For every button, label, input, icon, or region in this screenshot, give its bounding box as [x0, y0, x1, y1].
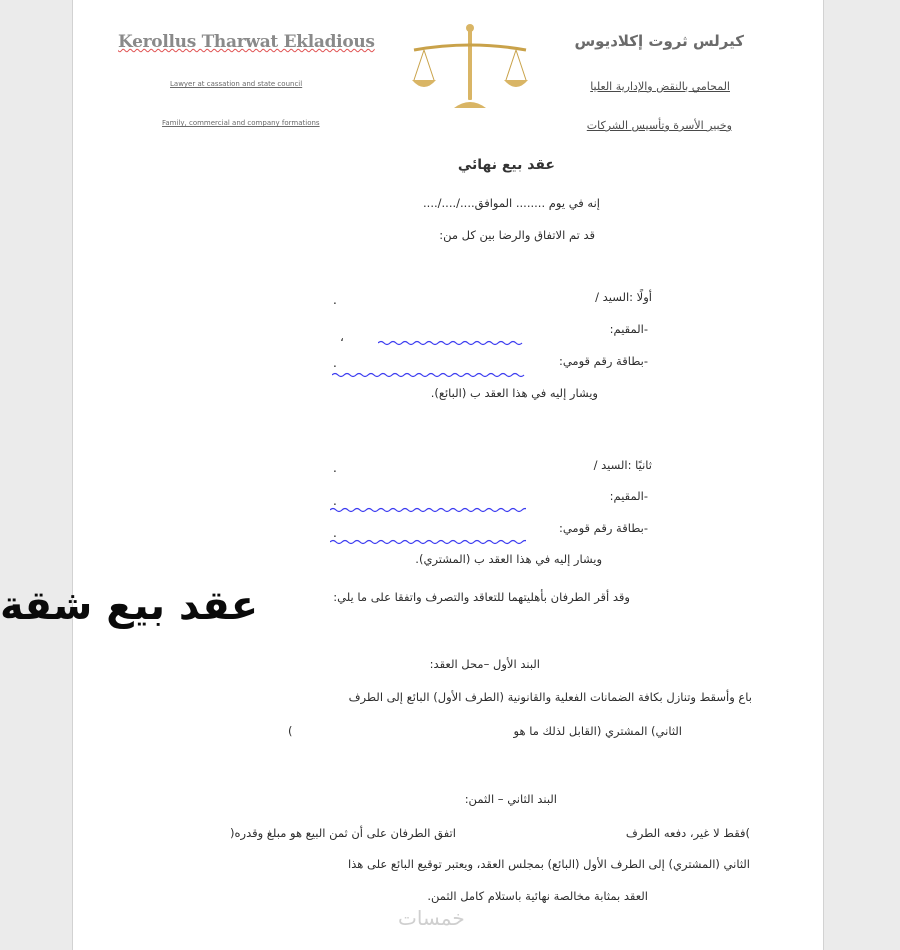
party1-residence-dot: ، — [340, 330, 344, 344]
overlay-title: عقد بيع شقة — [0, 583, 259, 629]
contract-title: عقد بيع نهائي — [457, 157, 555, 173]
party1-name-dot: . — [333, 293, 337, 307]
date-line: إنه في يوم ........ الموافق..../..../.... — [423, 196, 600, 210]
watermark: خمسات — [398, 906, 465, 930]
clause1-paren: ) — [288, 724, 293, 738]
lawyer-subtitle-ar-2: وخبير الأسرة وتأسيس الشركات — [586, 119, 732, 132]
party2-reference: ويشار إليه في هذا العقد ب (المشتري). — [415, 552, 602, 566]
party1-id-label: -بطاقة رقم قومي: — [558, 354, 648, 368]
window-background-right — [822, 0, 900, 950]
clause1-line1: باع وأسقط وتنازل بكافة الضمانات الفعلية والقانونية (الطرف الأول) البائع إلى الطرف — [348, 690, 752, 704]
document-page — [72, 0, 824, 950]
clause1-line2: الثاني) المشتري (القابل لذلك ما هو — [513, 724, 682, 738]
party1-id-dot: . — [333, 356, 337, 370]
lawyer-name-en: Kerollus Tharwat Ekladious — [118, 32, 375, 52]
clause2-line1-a: اتفق الطرفان على أن ثمن البيع هو مبلغ وقدره( — [230, 826, 456, 840]
party2-heading: ثانيًا :السيد / — [593, 458, 652, 472]
clause2-line2: الثاني (المشتري) إلى الطرف الأول (البائع) بمجلس العقد، ويعتبر توقيع البائع على هذا — [348, 857, 750, 871]
scales-of-justice-icon — [410, 22, 530, 114]
spellcheck-underline-1 — [378, 340, 526, 346]
clause1-title: البند الأول –محل العقد: — [429, 657, 540, 671]
party1-heading: أولًا :السيد / — [595, 290, 652, 304]
party2-id-dot: . — [333, 526, 337, 540]
spellcheck-underline-3 — [330, 507, 526, 513]
agreement-line: قد تم الاتفاق والرضا بين كل من: — [439, 228, 595, 242]
spellcheck-underline-4 — [330, 539, 526, 545]
clause2-title: البند الثاني – الثمن: — [464, 792, 557, 806]
spellcheck-underline-2 — [332, 372, 526, 378]
party2-residence-label: -المقيم: — [609, 489, 648, 503]
lawyer-subtitle-ar-1: المحامي بالنقض والإدارية العليا — [590, 80, 730, 93]
party1-reference: ويشار إليه في هذا العقد ب (البائع). — [430, 386, 598, 400]
window-background-left — [0, 0, 72, 950]
lawyer-subtitle-en-2: Family, commercial and company formations — [162, 119, 320, 127]
party2-residence-dot: . — [333, 494, 337, 508]
lawyer-subtitle-en-1: Lawyer at cassation and state council — [170, 80, 303, 88]
capacity-line: وقد أقر الطرفان بأهليتهما للتعاقد والتصرف واتفقا على ما يلي: — [333, 590, 630, 604]
clause2-line1-b: )فقط لا غير، دفعه الطرف — [625, 826, 750, 840]
clause2-line3: العقد بمثابة مخالصة نهائية باستلام كامل الثمن. — [427, 889, 648, 903]
party2-id-label: -بطاقة رقم قومي: — [558, 521, 648, 535]
lawyer-name-ar: كيرلس ثروت إكلاديوس — [574, 32, 744, 50]
party2-name-dot: . — [333, 461, 337, 475]
party1-residence-label: -المقيم: — [609, 322, 648, 336]
